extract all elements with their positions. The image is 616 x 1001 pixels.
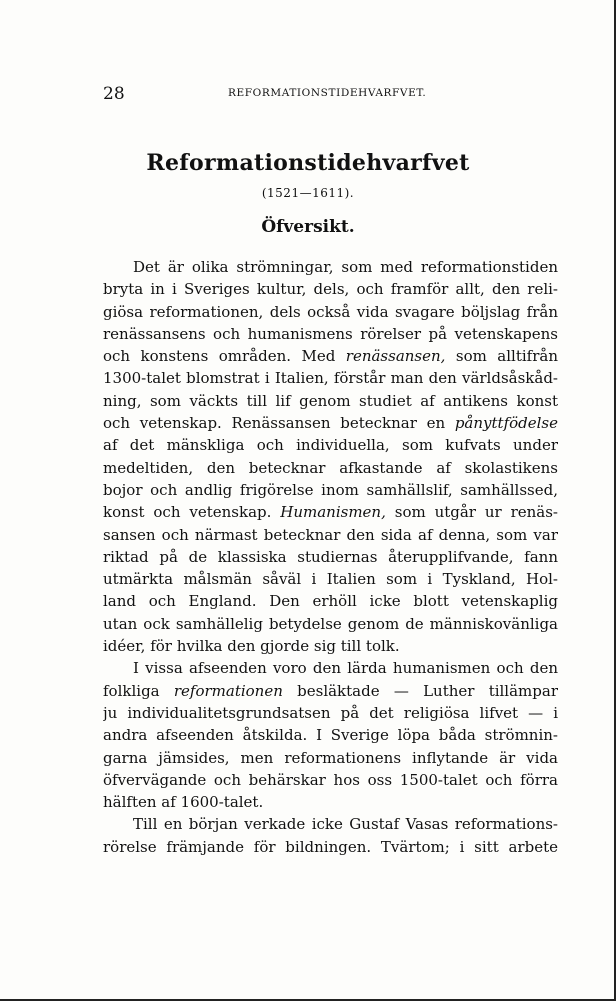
body-text — [103, 256, 558, 858]
text-segment: och vetenskap. Renässansen betecknar en — [103, 414, 455, 433]
text-segment: som utgår ur renäs- — [385, 503, 558, 522]
chapter-title: Reformationstidehvarfvet — [146, 150, 470, 176]
text-line — [103, 680, 558, 702]
text-line — [103, 390, 558, 412]
text-segment: öfvervägande och behärskar hos oss 1500-talet och förra — [103, 770, 558, 789]
chapter-dates: (1521—1611). — [261, 186, 355, 200]
text-line — [103, 367, 558, 389]
text-line — [103, 724, 558, 746]
text-line — [103, 836, 558, 858]
text-line — [103, 323, 558, 345]
text-line — [103, 590, 558, 612]
text-line — [103, 635, 558, 657]
text-segment: som alltifrån — [445, 347, 558, 366]
text-segment: land och England. Den erhöll icke blott vetenskaplig — [103, 592, 558, 611]
text-line — [103, 769, 558, 791]
text-segment: och konstens områden. Med — [103, 347, 346, 366]
text-segment: Till en början verkade icke Gustaf Vasas reformations- — [133, 815, 558, 834]
text-line — [103, 457, 558, 479]
text-segment: bryta in i Sveriges kultur, dels, och framför allt, den reli- — [103, 280, 558, 299]
italic-term: Humanismen, — [280, 503, 386, 522]
text-line — [103, 613, 558, 635]
text-segment: utmärkta målsmän såväl i Italien som i Tyskland, Hol- — [103, 570, 558, 589]
text-segment: ning, som väckts till lif genom studiet af antikens konst — [103, 391, 558, 410]
text-segment: folkliga — [103, 681, 174, 700]
italic-term: pånyttfödelse — [454, 414, 558, 433]
text-segment: I vissa afseenden voro den lärda humanismen och den — [133, 659, 558, 678]
text-segment: medeltiden, den betecknar afkastande af skolastikens — [103, 458, 558, 477]
text-line — [103, 546, 558, 568]
text-segment: utan ock samhällelig betydelse genom de människovänliga — [103, 614, 558, 633]
text-segment: rörelse främjande för bildningen. Tvärtom; i sitt arbete — [103, 837, 558, 856]
text-line — [103, 256, 558, 278]
text-line — [103, 345, 558, 367]
text-segment: ju individualitetsgrundsatsen på det religiösa lifvet — i — [103, 703, 558, 722]
text-line — [103, 813, 558, 835]
text-segment: sansen och närmast betecknar den sida af denna, som var — [103, 525, 558, 544]
text-line — [103, 278, 558, 300]
text-line — [103, 501, 558, 523]
italic-term: renässansen, — [345, 347, 446, 366]
text-segment: besläktade — Luther tillämpar — [282, 681, 558, 700]
text-line — [103, 747, 558, 769]
text-line — [103, 702, 558, 724]
section-title: Öfversikt. — [261, 217, 355, 237]
text-segment: konst och vetenskap. — [103, 503, 281, 522]
text-segment: garna jämsides, men reformationens inflytande är vida — [103, 748, 558, 767]
text-segment: bojor och andlig frigörelse inom samhällslif, samhällssed, — [103, 480, 558, 499]
text-segment: giösa reformationen, dels också vida svagare böljslag från — [103, 302, 558, 321]
text-line — [103, 301, 558, 323]
page-number: 28 — [103, 84, 125, 104]
text-segment: 1300-talet blomstrat i Italien, förstår man den världsåskåd- — [103, 369, 558, 388]
running-title: REFORMATIONSTIDEHVARFVET. — [228, 87, 427, 99]
text-segment: af det mänskliga och individuella, som kufvats under — [103, 436, 558, 455]
text-line — [103, 412, 558, 434]
text-segment: Det är olika strömningar, som med reformationstiden — [133, 258, 558, 276]
text-line — [103, 657, 558, 679]
text-segment: renässansens och humanismens rörelser på vetenskapens — [103, 324, 558, 343]
text-segment: idéer, för hvilka den gjorde sig till tolk. — [103, 637, 400, 656]
text-segment: riktad på de klassiska studiernas återupplifvande, fann — [103, 547, 558, 566]
text-line — [103, 568, 558, 590]
text-line — [103, 479, 558, 501]
text-line — [103, 524, 558, 546]
text-line — [103, 791, 558, 813]
text-segment: andra afseenden åtskilda. I Sverige löpa båda strömnin- — [103, 726, 558, 745]
text-line — [103, 434, 558, 456]
italic-term: reformationen — [173, 681, 283, 700]
running-head — [103, 84, 558, 106]
text-segment: hälften af 1600-talet. — [103, 793, 264, 812]
